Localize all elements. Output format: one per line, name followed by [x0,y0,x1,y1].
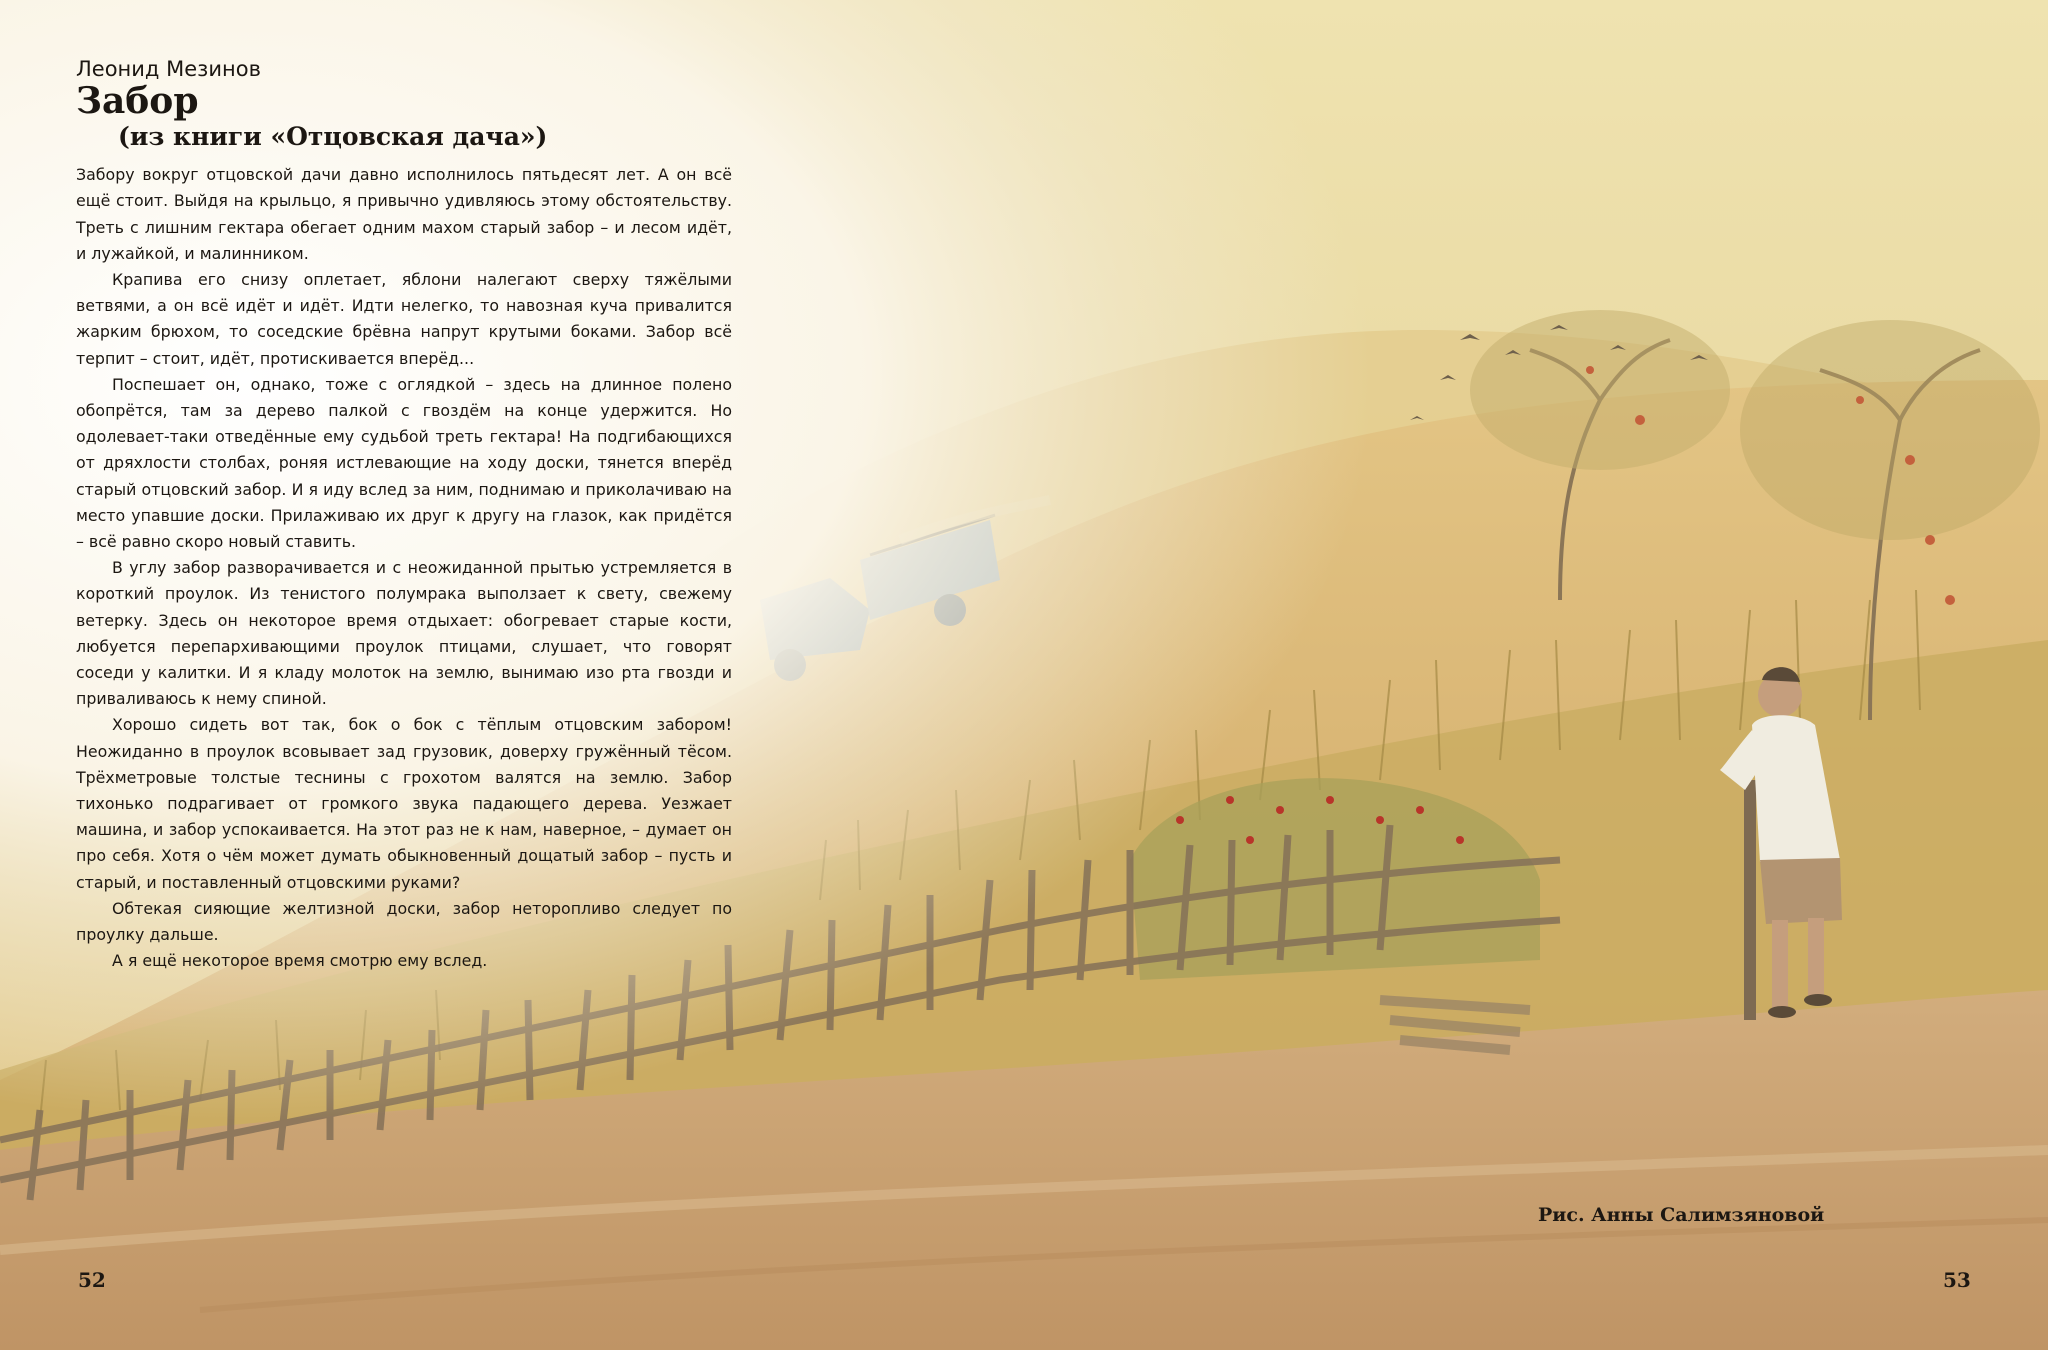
article-body [76,162,732,974]
paragraph: А я ещё некоторое время смотрю ему вслед. [112,951,488,971]
illustration-caption: Рис. Анны Салимзяновой [1538,1204,1825,1226]
paragraph: Обтекая сияющие желтизной доски, забор неторопливо следует по проулку дальше. [76,898,732,945]
author-name: Леонид Мезинов [76,57,261,81]
page-number-left: 52 [78,1268,106,1292]
article-title: Забор [76,80,199,123]
paragraph: Хорошо сидеть вот так, бок о бок с тёплым отцовским забором! Неожиданно в проулок всовывает зад грузовик, доверху гружённый тёсом. Трёхметровые толстые теснины с грохотом валятся на землю. Забор тихонько подрагивает от громкого звука падающего дерева. Уезжает машина, и забор успокаивается. На этот раз не к нам, наверное, – думает он про себя. Хотя о чём может думать обыкновенный дощатый забор – пусть и старый, и поставленный отцовскими руками? [76,715,732,892]
article-text-column [76,58,732,974]
paragraph: В углу забор разворачивается и с неожиданной прытью устремляется в короткий проулок. Из тенистого полумрака выползает к свету, свежему ветерку. Здесь он некоторое время отдыхает: обогревает старые кости, любуется перепархивающими проулок птицами, слушает, что говорят соседи у калитки. И я кладу молоток на землю, вынимаю изо рта гвозди и приваливаюсь к нему спиной. [76,558,732,709]
article-subtitle: (из книги «Отцовская дача») [118,121,548,151]
page-number-right: 53 [1943,1268,1971,1292]
paragraph: Крапива его снизу оплетает, яблони налегают сверху тяжёлыми ветвями, а он всё идёт и идёт. Идти нелегко, то навозная куча привалится жарким брюхом, то соседские брёвна напрут крутыми боками. Забор всё терпит – стоит, идёт, протискивается вперёд... [76,269,732,368]
paragraph: Забору вокруг отцовской дачи давно исполнилось пятьдесят лет. А он всё ещё стоит. Выйдя на крыльцо, я привычно удивляюсь этому обстоятельству. Треть с лишним гектара обегает одним махом старый забор – и лесом идёт, и лужайкой, и малинником. [76,165,732,263]
paragraph: Поспешает он, однако, тоже с оглядкой – здесь на длинное полено обопрётся, там за дерево палкой с гвоздём на конце удержится. Но одолевает-таки отведённые ему судьбой треть гектара! На подгибающихся от дряхлости столбах, роняя истлевающие на ходу доски, тянется вперёд старый отцовский забор. И я иду вслед за ним, поднимаю и приколачиваю на место упавшие доски. Прилаживаю их друг к другу на глазок, как придётся – всё равно скоро новый ставить. [76,374,732,551]
